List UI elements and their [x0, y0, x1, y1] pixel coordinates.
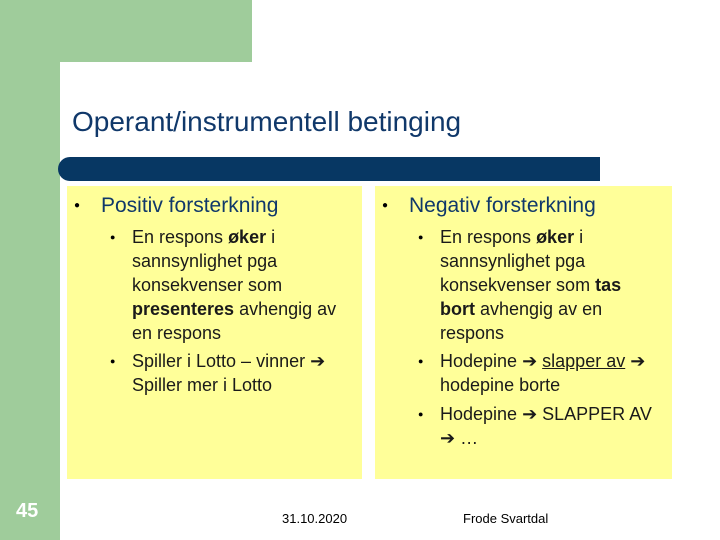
text-part: Hodepine ➔ SLAPPER AV ➔ …	[440, 404, 652, 448]
rounded-corner	[60, 62, 100, 102]
footer-date: 31.10.2020	[282, 511, 348, 526]
text-part: En respons	[440, 227, 537, 247]
left-heading: Positiv forsterkning	[101, 194, 279, 217]
sub-bullet-icon: ●	[418, 232, 424, 242]
text-part: avhengig av en respons	[440, 299, 603, 343]
text-part: Spiller i Lotto – vinner ➔ Spiller mer i Lotto	[132, 351, 326, 395]
text-part: Hodepine ➔	[440, 351, 543, 371]
text-part: i sannsynlighet pga konsekvenser som	[132, 227, 283, 295]
right-heading: Negativ forsterkning	[409, 194, 596, 217]
slide-title: Operant/instrumentell betinging	[72, 106, 462, 137]
right-item-2	[418, 349, 655, 397]
bold-text: øker	[228, 227, 267, 247]
text-part: En respons	[132, 227, 229, 247]
text-part: avhengig av en respons	[132, 299, 337, 343]
bold-text: øker	[536, 227, 575, 247]
title-underline-bar	[58, 157, 600, 181]
text-part: i sannsynlighet pga konsekvenser som	[440, 227, 596, 295]
sub-bullet-icon: ●	[418, 356, 424, 366]
bullet-icon: ●	[74, 200, 81, 211]
left-item-2	[110, 349, 357, 397]
right-item-3	[418, 402, 655, 450]
sub-bullet-icon: ●	[110, 356, 116, 366]
footer-author: Frode Svartdal	[463, 511, 549, 526]
right-item-1	[418, 225, 655, 345]
green-side-strip	[0, 0, 60, 540]
bold-text: tas bort	[440, 275, 622, 319]
bold-text: presenteres	[132, 299, 235, 319]
bullet-icon: ●	[382, 200, 389, 211]
text-part: ➔ hodepine borte	[440, 351, 646, 395]
sub-bullet-icon: ●	[110, 232, 116, 242]
page-number: 45	[16, 500, 39, 522]
sub-bullet-icon: ●	[418, 409, 424, 419]
underlined-text: slapper av	[542, 351, 626, 371]
left-item-1	[110, 225, 347, 345]
